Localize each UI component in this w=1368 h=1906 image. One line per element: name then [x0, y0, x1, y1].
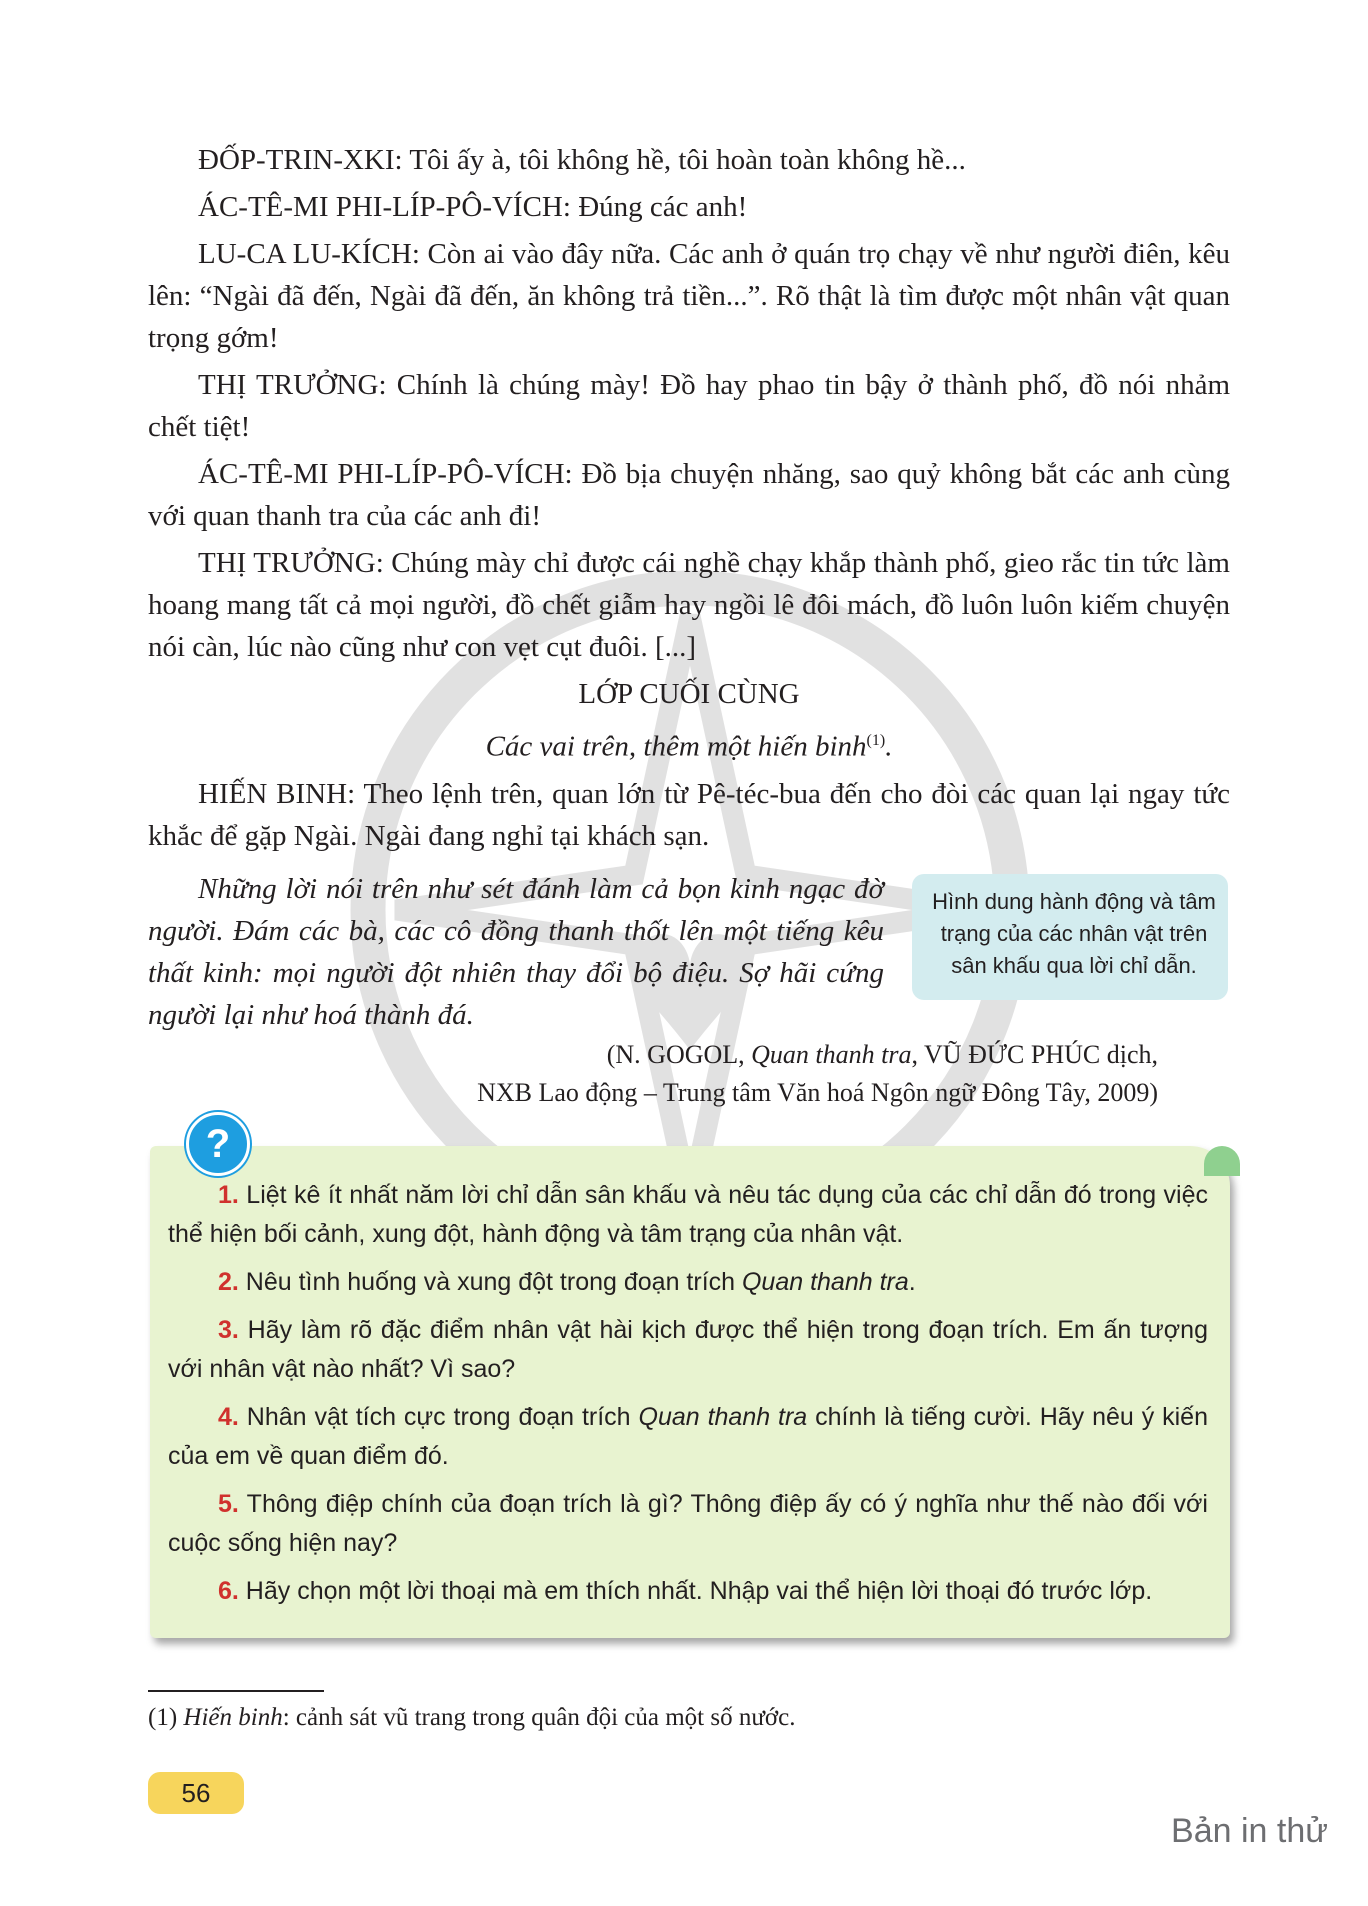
question-item: 4. Nhân vật tích cực trong đoạn trích Quan thanh tra chính là tiếng cười. Hãy nêu ý kiến của em về quan điểm đó. — [168, 1403, 1208, 1470]
question-item: 2. Nêu tình huống và xung đột trong đoạn trích Quan thanh tra. — [218, 1268, 916, 1296]
footnote: (1) Hiến binh: cảnh sát vũ trang trong quân đội của một số nước. — [148, 1704, 796, 1731]
question-item: 1. Liệt kê ít nhất năm lời chỉ dẫn sân khấu và nêu tác dụng của các chỉ dẫn đó trong việc thể hiện bối cảnh, xung đột, hành động và tâm trạng của nhân vật. — [168, 1181, 1208, 1248]
footnote-divider — [148, 1690, 324, 1692]
scene-heading: LỚP CUỐI CÙNG — [578, 678, 800, 710]
dialogue-line: ĐỐP-TRIN-XKI: Tôi ấy à, tôi không hề, tôi hoàn toàn không hề... — [198, 144, 966, 176]
side-note: Hình dung hành động và tâm trạng của các nhân vật trên sân khấu qua lời chỉ dẫn. — [912, 874, 1228, 1000]
question-number: 4. — [218, 1403, 239, 1431]
question-number: 6. — [218, 1577, 239, 1605]
question-number: 3. — [218, 1316, 239, 1344]
question-item: 6. Hãy chọn một lời thoại mà em thích nhất. Nhập vai thể hiện lời thoại đó trước lớp. — [218, 1577, 1153, 1605]
print-mark: Bản in thử — [1171, 1812, 1328, 1850]
dialogue-line: HIẾN BINH: Theo lệnh trên, quan lớn từ Pê-téc-bua đến cho đòi các quan lại ngay tức khắc để gặp Ngài. Ngài đang nghỉ tại khách sạn. — [148, 777, 1230, 852]
stage-direction: Những lời nói trên như sét đánh làm cả bọn kinh ngạc đờ người. Đám các bà, các cô đồng thanh thốt lên một tiếng kêu thất kinh: mọi người đột nhiên thay đổi bộ điệu. Sợ hãi cứng người lại như hoá thành đá. — [148, 873, 884, 1031]
question-number: 5. — [218, 1490, 239, 1518]
question-item: 5. Thông điệp chính của đoạn trích là gì? Thông điệp ấy có ý nghĩa như thế nào đối với cuộc sống hiện nay? — [168, 1490, 1208, 1557]
footnote-ref: (1) — [866, 732, 886, 749]
box-tab — [1204, 1146, 1240, 1176]
dialogue-line: LU-CA LU-KÍCH: Còn ai vào đây nữa. Các anh ở quán trọ chạy về như người điên, kêu lên: “Ngài đã đến, Ngài đã đến, ăn không trả tiền...”. Rõ thật là tìm được một nhân vật quan trọng gớm! — [148, 238, 1230, 354]
scene-direction: Các vai trên, thêm một hiến binh$^{(1)}$. — [485, 730, 893, 763]
dialogue-line: THỊ TRƯỞNG: Chính là chúng mày! Đồ hay phao tin bậy ở thành phố, đồ nói nhảm chết tiệt! — [148, 369, 1230, 443]
dialogue-section — [148, 139, 1230, 862]
question-number: 1. — [218, 1181, 239, 1209]
question-list — [168, 1176, 1208, 1620]
question-icon: ? — [186, 1112, 250, 1176]
dialogue-line: THỊ TRƯỞNG: Chúng mày chỉ được cái nghề chạy khắp thành phố, gieo rắc tin tức làm hoang mang tất cả mọi người, đồ chết giẫm hay ngồi lê đôi mách, đồ luôn luôn kiếm chuyện nói càn, lúc nào cũng như con vẹt cụt đuôi. [...] — [148, 547, 1230, 663]
question-item: 3. Hãy làm rõ đặc điểm nhân vật hài kịch được thể hiện trong đoạn trích. Em ấn tượng với nhân vật nào nhất? Vì sao? — [168, 1316, 1208, 1383]
dialogue-line: ÁC-TÊ-MI PHI-LÍP-PÔ-VÍCH: Đồ bịa chuyện nhăng, sao quỷ không bắt các anh cùng với quan thanh tra của các anh đi! — [148, 458, 1230, 532]
dialogue-line: ÁC-TÊ-MI PHI-LÍP-PÔ-VÍCH: Đúng các anh! — [198, 191, 748, 223]
citation: (N. GOGOL, Quan thanh tra, VŨ ĐỨC PHÚC dịch, NXB Lao động – Trung tâm Văn hoá Ngôn ngữ Đông Tây, 2009) — [477, 1040, 1158, 1107]
question-number: 2. — [218, 1268, 239, 1296]
page-number: 56 — [148, 1772, 244, 1814]
